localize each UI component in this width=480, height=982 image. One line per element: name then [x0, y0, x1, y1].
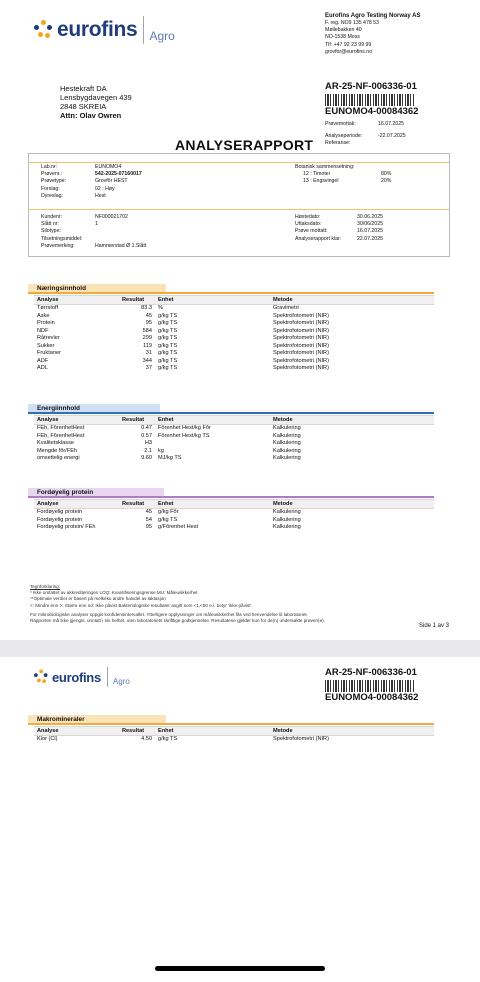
cell-metode: Spektrofotometri (NIR): [273, 357, 329, 364]
cell-analyse: FEh, FôrenhetHest: [37, 425, 85, 431]
table-row: [34, 433, 434, 441]
cell-resultat: H3: [144, 440, 152, 446]
cell-enhet: Fôrenhet Hest/kg TS: [158, 432, 210, 439]
cell-metode: Spektrofotometri (NIR): [273, 736, 329, 742]
table-row: [34, 736, 434, 744]
cell-enhet: MJ/kg TS: [158, 455, 182, 461]
prove-nr: 542-2025-07160017: [95, 171, 142, 178]
cell-enhet: %: [158, 305, 163, 311]
eurofins-logo: eurofins Agro: [34, 667, 130, 687]
cell-analyse: ADL: [37, 365, 48, 371]
cell-enhet: g/Fôrenhet Hest: [158, 524, 199, 530]
cell-analyse: omsettelig energi: [37, 455, 80, 461]
company-name: Eurofins Agro Testing Norway AS: [325, 13, 421, 19]
legend: Tegnforklaring: * Ikke omfattet av akkrediteringen LOQ: Kvantifiseringsgrense MU: Måleusikkerhet **Optimale verdier er basert på melkeku andre halvdel av laktasjon <: Mindre enn >: Større enn nd: Ikke påvist Bakteriologiske resultater angitt som <1,<50 e.l. betyr 'ikke påvist'. For mikrobiologiske analyser oppgis konfidensintervallet. Ytterligere opplysninger om måleusikkerhet fås ved henvendelse til laboratoriet. Rapporten må ikke gjengis, unntatt i sin helhet, uten laboratoriets skriftlige godkjennelse. Resultatene gjelder kun for de(n) undersøkte prøven(e).: [30, 584, 325, 624]
cell-metode: Spektrofotometri (NIR): [273, 312, 329, 319]
page-number: Side 1 av 3: [419, 623, 450, 629]
sample-info-box: [28, 153, 450, 257]
cell-enhet: g/kg TS: [158, 357, 178, 364]
lab-nr: EUNOMO4: [95, 164, 122, 170]
company-line: F. reg. NO9 135 478 53: [325, 20, 379, 26]
logo-dots-icon: [34, 20, 54, 40]
cell-analyse: Protein: [37, 320, 55, 326]
cell-enhet: g/kg TS: [158, 327, 178, 334]
section-title-protein: Fordøyelig protein: [28, 488, 164, 497]
cell-metode: Kalkulering: [273, 455, 301, 461]
sample-dates: Høstedato: 30.06.2025 Uttaksdato: 30/06/2025 Prøve mottatt: 16.07.2025 Analyserapport klar: 22.07.2025: [295, 214, 383, 242]
table-row: [34, 343, 434, 351]
cell-enhet: g/kg TS: [158, 320, 178, 326]
section-rule: [28, 723, 434, 725]
recipient-city: 2848 SKREIA: [60, 102, 107, 111]
cell-enhet: g/kg TS: [158, 365, 178, 371]
results-table-naering: Analyse Resultat Enhet Metode Tørrstoff 83.3 % Gravimetri Aske 45 g/kg TS Spektrofotometri (NIR) Protein 95 g/kg TS Spektrofotometri (NIR) NDF 584 g/kg TS Spektrofotometri (NIR) Råtrevler 299 g/kg TS Spektrofotometri (NIR) Sukker 119 g/kg TS Spektrofotometri (NIR) Fruktaner 31 g/kg TS Spektrofotometri (NIR) ADF 344 g/kg TS Spektrofotometri (NIR) ADL 37 g/kg TS Spektrofotometri (NIR): [34, 295, 434, 373]
recipient-address: [60, 84, 132, 120]
barcode: [325, 680, 415, 692]
cell-analyse: NDF: [37, 327, 49, 334]
report-code: EUNOMO4-00084362: [325, 692, 419, 703]
cell-analyse: Fruktaner: [37, 350, 61, 356]
section-title-energi: Energiinnhold: [28, 404, 160, 413]
cell-enhet: g/kg TS: [158, 736, 178, 742]
cell-enhet: g/kg TS: [158, 350, 178, 356]
cell-metode: Spektrofotometri (NIR): [273, 320, 329, 326]
cell-analyse: Klor (Cl): [37, 736, 58, 742]
cell-resultat: 584: [142, 327, 152, 334]
home-indicator[interactable]: [155, 966, 325, 971]
cell-analyse: Råtrevler: [37, 335, 60, 341]
sample-left: Lab.nr: EUNOMO4 Prøvenr.: 542-2025-07160017 Prøvetype: Grovfôr HEST Forslag: 02 : Høy Dyreslag: Hest: [41, 164, 142, 199]
table-row: [34, 358, 434, 366]
section-rule: [28, 412, 434, 414]
table-row: [34, 350, 434, 358]
cell-analyse: Kvalitetsklasse: [37, 440, 74, 446]
cell-metode: Spektrofotometri (NIR): [273, 327, 329, 334]
cell-resultat: 2.1: [144, 447, 152, 454]
company-email: grovfor@eurofins.no: [325, 48, 373, 55]
table-row: [34, 517, 434, 525]
cell-metode: Kalkulering: [273, 425, 301, 431]
cell-metode: Spektrofotometri (NIR): [273, 335, 329, 341]
company-line: Møllebakken 40: [325, 27, 362, 34]
cell-analyse: Tørrstoff: [37, 305, 59, 311]
section-title-naering: Næringsinnhold: [28, 284, 166, 293]
barcode: [325, 94, 415, 106]
cell-analyse: Fordøyelig protein: [37, 516, 83, 523]
table-row: [34, 335, 434, 343]
cell-resultat: 344: [142, 357, 152, 364]
cell-metode: Kalkulering: [273, 524, 301, 530]
cell-enhet: g/kg Fôr: [158, 509, 179, 515]
cell-enhet: [155, 440, 270, 448]
report-page-1: [12, 0, 467, 640]
cell-analyse: Aske: [37, 312, 50, 319]
table-row: [34, 320, 434, 328]
page-separator: [0, 640, 480, 657]
cell-metode: Kalkulering: [273, 447, 301, 454]
mottak-date: 16.07.2025: [378, 121, 404, 127]
section-rule: [28, 292, 434, 294]
cell-resultat: 0.47: [141, 425, 152, 431]
page-title: ANALYSERAPPORT: [175, 137, 314, 153]
table-row: [34, 425, 434, 433]
report-id-block: [325, 667, 418, 703]
recipient-attn: Attn: Olav Owren: [60, 111, 122, 120]
results-table-energi: Analyse Resultat Enhet Metode FEh, FôrenhetHest 0.47 Fôrenhet Hest/kg Fôr Kalkulering FEh, FôrenhetHest 0.57 Fôrenhet Hest/kg TS Kalkulering Kvalitetsklasse H3 Kalkulering Mengde fôr/FEh 2.1 kg Kalkulering omsettelig energi 9.60 MJ/kg TS Kalkulering: [34, 415, 434, 463]
kunde-nr: NF000021702: [95, 214, 128, 220]
company-address: [325, 12, 420, 56]
cell-analyse: ADF: [37, 357, 49, 364]
cell-resultat: 0.57: [141, 432, 152, 439]
table-row: [34, 440, 434, 448]
cell-resultat: 95: [145, 524, 152, 530]
periode-date: -22.07.2025: [378, 133, 406, 140]
report-page-2: [12, 657, 467, 967]
results-table-makro: Analyse Resultat Enhet Metode Klor (Cl) 4.50 g/kg TS Spektrofotometri (NIR): [34, 726, 434, 744]
cell-resultat: 83.3: [141, 305, 152, 311]
section-title-makro: Makromineraler: [28, 715, 166, 724]
sample-left-2: Kundenr: NF000021702 Slått nr: 1 Silotype: Tilsetningsmiddel: Prøvemerking: Hammerstad Ø 1.Slått: [41, 214, 147, 249]
recipient-street: Lensbygdavegen 439: [60, 93, 132, 102]
cell-metode: Spektrofotometri (NIR): [273, 342, 329, 349]
report-id: AR-25-NF-006336-01: [325, 81, 417, 92]
cell-metode: Kalkulering: [273, 516, 301, 523]
cell-analyse: FEh, FôrenhetHest: [37, 432, 85, 439]
cell-resultat: 54: [145, 516, 152, 523]
section-rule: [28, 496, 434, 498]
eurofins-logo: eurofins Agro: [34, 16, 175, 44]
cell-enhet: kg: [158, 447, 164, 454]
cell-analyse: Mengde fôr/FEh: [37, 447, 78, 454]
report-id-block: AR-25-NF-006336-01 EUNOMO4-00084362 Prøvemottak: 16.07.2025 Analyseperiode: -22.07.2025 Referanse:: [325, 81, 419, 147]
cell-resultat: 299: [142, 335, 152, 341]
table-row: [34, 328, 434, 336]
cell-resultat: 31: [145, 350, 152, 356]
cell-resultat: 4.50: [141, 736, 152, 742]
cell-metode: Kalkulering: [273, 509, 301, 515]
cell-enhet: g/kg TS: [158, 342, 178, 349]
cell-analyse: Sukker: [37, 342, 55, 349]
cell-metode: Spektrofotometri (NIR): [273, 350, 329, 356]
recipient-name: Hestekraft DA: [60, 84, 107, 93]
prove-merking: Hammerstad Ø 1.Slått: [95, 242, 147, 249]
cell-enhet: g/kg TS: [158, 516, 178, 523]
cell-resultat: 45: [145, 509, 152, 515]
cell-analyse: Fordøyelig protein: [37, 509, 83, 515]
table-row: [34, 524, 434, 532]
botanisk: Botanisk sammensetning: 12 : Timotei 80% 13 : Engsvingel 20%: [295, 164, 392, 185]
cell-resultat: 37: [145, 365, 152, 371]
report-code: EUNOMO4-00084362: [325, 106, 419, 117]
company-line: NO-1538 Moss: [325, 34, 360, 41]
cell-metode: Gravimetri: [273, 305, 299, 311]
cell-enhet: g/kg TS: [158, 312, 178, 319]
cell-resultat: 9.60: [141, 455, 152, 461]
cell-resultat: 119: [143, 342, 152, 349]
table-row: [34, 509, 434, 517]
cell-resultat: 95: [145, 320, 152, 326]
table-row: [34, 305, 434, 313]
cell-metode: Kalkulering: [273, 432, 301, 439]
cell-metode: Spektrofotometri (NIR): [273, 365, 329, 371]
cell-enhet: g/kg TS: [158, 335, 178, 341]
company-line: Tlf: +47 92 23 99 99: [325, 41, 372, 48]
table-row: [34, 365, 434, 373]
report-id: AR-25-NF-006336-01: [325, 667, 417, 678]
cell-resultat: 45: [145, 312, 152, 319]
table-row: [34, 313, 434, 321]
cell-analyse: Fordøyelig protein/ FEh: [37, 524, 96, 530]
cell-enhet: Fôrenhet Hest/kg Fôr: [158, 425, 211, 431]
cell-metode: Kalkulering: [273, 440, 301, 446]
table-row: [34, 448, 434, 456]
logo-dots-icon: [34, 670, 49, 685]
results-table-protein: Analyse Resultat Enhet Metode Fordøyelig protein 45 g/kg Fôr Kalkulering Fordøyelig protein 54 g/kg TS Kalkulering Fordøyelig protein/ FEh 95 g/Fôrenhet Hest Kalkulering: [34, 499, 434, 532]
table-row: [34, 455, 434, 463]
